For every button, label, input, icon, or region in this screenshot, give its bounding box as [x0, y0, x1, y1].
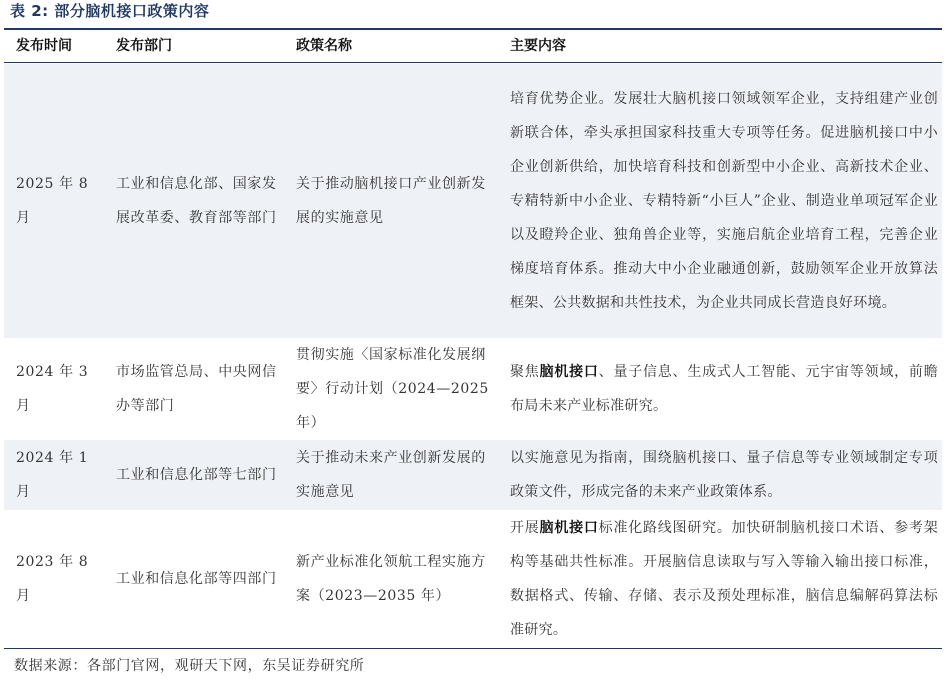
table-row	[4, 512, 942, 646]
cell-dept: 市场监管总局、中央网信办等部门	[116, 364, 277, 414]
header-policy: 政策名称	[296, 38, 352, 54]
cell-policy: 关于推动脑机接口产业创新发展的实施意见	[296, 176, 486, 226]
table-row	[4, 440, 942, 510]
keyword-highlight: 脑机接口	[539, 520, 599, 536]
cell-dept: 工业和信息化部、国家发展改革委、教育部等部门	[116, 176, 277, 226]
cell-time: 2023 年 8 月	[16, 554, 89, 604]
cell-content: 以实施意见为指南，围绕脑机接口、量子信息等专业领域制定专项政策文件，形成完备的未来产业政策体系。	[510, 450, 938, 500]
cell-time: 2024 年 1 月	[16, 450, 89, 500]
cell-time: 2024 年 3 月	[16, 364, 89, 414]
data-source-note: 数据来源：各部门官网，观研天下网，东吴证券研究所	[14, 658, 365, 674]
cell-policy: 新产业标准化领航工程实施方案（2023—2035 年）	[296, 554, 486, 604]
cell-policy: 关于推动未来产业创新发展的实施意见	[296, 450, 486, 500]
cell-dept: 工业和信息化部等四部门	[116, 571, 277, 587]
cell-time: 2025 年 8 月	[16, 176, 89, 226]
cell-content: 培育优势企业。发展壮大脑机接口领域领军企业，支持组建产业创新联合体，牵头承担国家科技重大专项等任务。促进脑机接口中小企业创新供给，加快培育科技和创新型中小企业、高新技术企业、专精特新中小企业、专精特新“小巨人”企业、制造业单项冠军企业以及瞪羚企业、独角兽企业等，实施启航企业培育工程，完善企业梯度培育体系。推动大中小企业融通创新，鼓励领军企业开放算法框架、公共数据和共性技术，为企业共同成长营造良好环境。	[510, 91, 938, 311]
table-header	[4, 30, 942, 62]
header-time: 发布时间	[16, 38, 72, 54]
table-bottom-rule	[4, 648, 942, 649]
table-row	[4, 340, 942, 438]
cell-content: 聚焦脑机接口、量子信息、生成式人工智能、元宇宙等领域，前瞻布局未来产业标准研究。	[510, 364, 939, 414]
cell-content: 开展脑机接口标准化路线图研究。加快研制脑机接口术语、参考架构等基础共性标准。开展脑信息读取与写入等输入输出接口标准，数据格式、传输、存储、表示及预处理标准，脑信息编解码算法标准研究。	[510, 520, 939, 638]
cell-policy: 贯彻实施〈国家标准化发展纲要〉行动计划（2024—2025 年）	[296, 347, 489, 431]
cell-dept: 工业和信息化部等七部门	[116, 467, 277, 483]
table-row	[4, 64, 942, 338]
header-dept: 发布部门	[116, 38, 172, 54]
header-content: 主要内容	[510, 38, 566, 54]
table-header-rule	[4, 62, 942, 63]
table-caption: 表 2: 部分脑机接口政策内容	[10, 2, 210, 20]
keyword-highlight: 脑机接口	[539, 364, 599, 380]
